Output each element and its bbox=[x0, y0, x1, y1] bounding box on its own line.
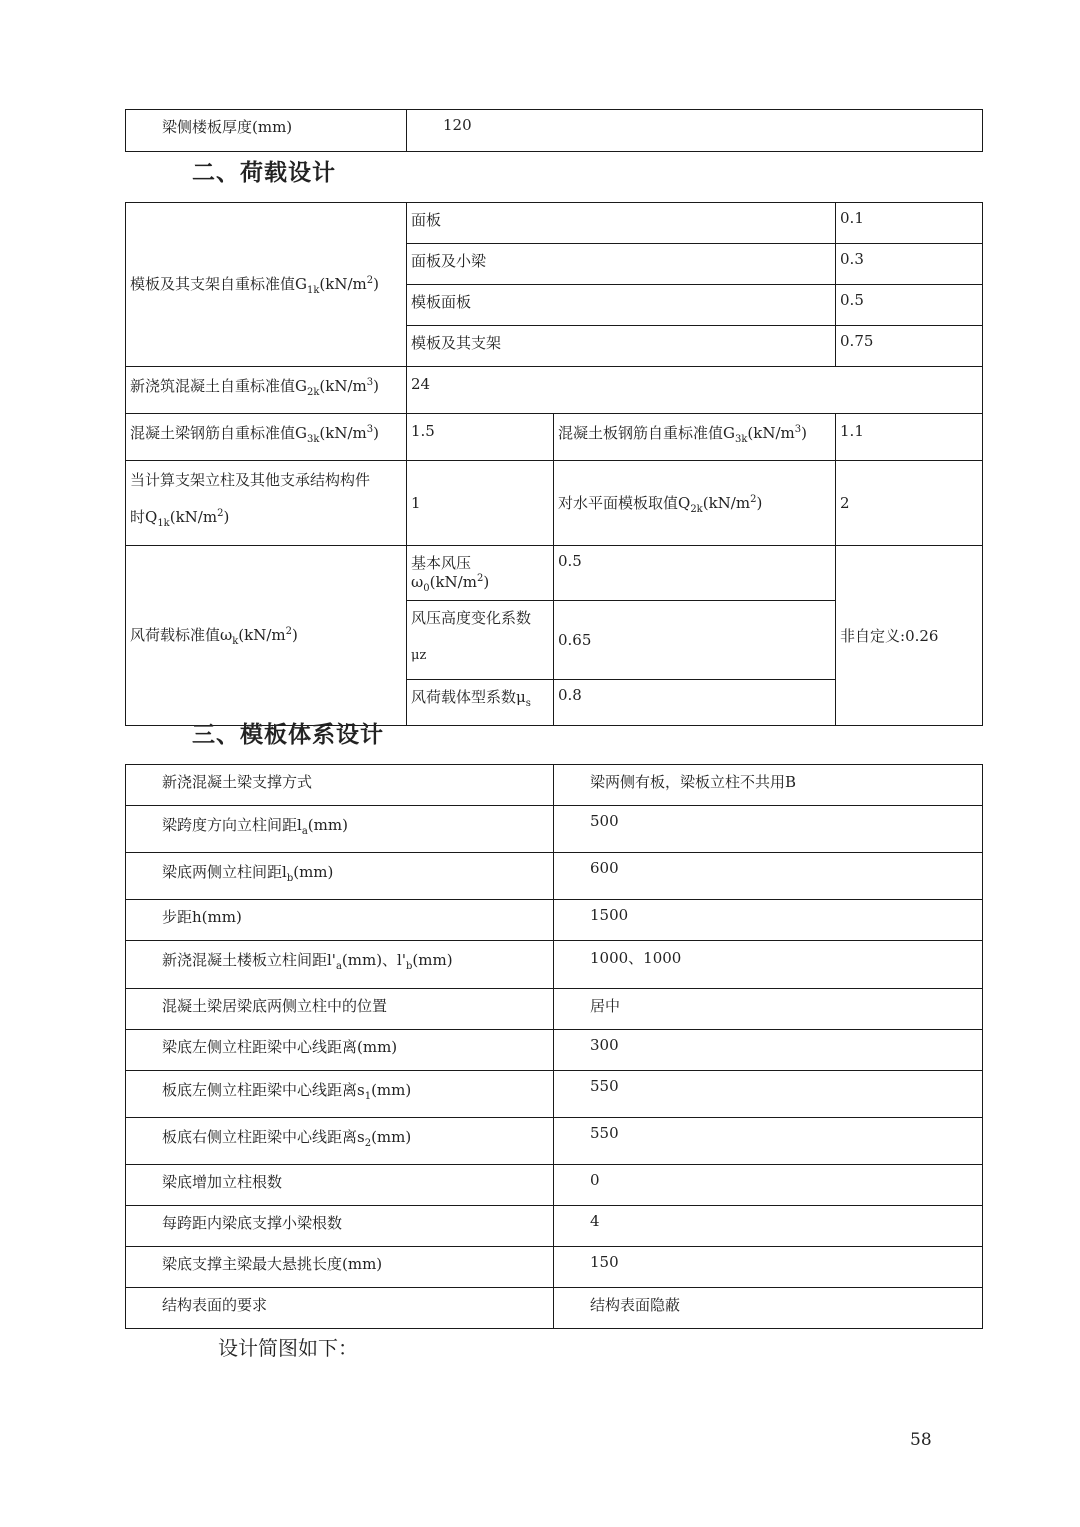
g3k-beam-value: 1.5 bbox=[407, 414, 554, 461]
g1k-item-value: 0.75 bbox=[836, 326, 983, 367]
q1k-label-line1: 当计算支架立柱及其他支承结构构件 bbox=[130, 471, 371, 489]
table-row-value: 1500 bbox=[554, 900, 983, 941]
g1k-item-name: 模板及其支架 bbox=[407, 326, 836, 367]
table-row-label: 步距h(mm) bbox=[126, 900, 554, 941]
g1k-item-name: 模板面板 bbox=[407, 285, 836, 326]
table-row-value: 500 bbox=[554, 806, 983, 853]
g3k-beam-label: 混凝土梁钢筋自重标准值$G_{3k}(kN/m^3)$ bbox=[126, 414, 407, 461]
section2-heading: 二、荷载设计 bbox=[192, 160, 336, 186]
table-row-value: 550 bbox=[554, 1118, 983, 1165]
table-row-label: 梁底左侧立柱距梁中心线距离(mm) bbox=[126, 1030, 554, 1071]
table-row-label: 梁底两侧立柱间距$l_b(mm)$ bbox=[126, 853, 554, 900]
load-design-table bbox=[125, 202, 983, 726]
table-row-label: 梁底支撑主梁最大悬挑长度(mm) bbox=[126, 1247, 554, 1288]
formwork-table bbox=[125, 764, 983, 1329]
table-row-label: 梁跨度方向立柱间距$l_a(mm)$ bbox=[126, 806, 554, 853]
table-row-value: 600 bbox=[554, 853, 983, 900]
g3k-slab-label: 混凝土板钢筋自重标准值$G_{3k}(kN/m^3)$ bbox=[554, 414, 836, 461]
q1k-value: 1 bbox=[407, 461, 554, 546]
wind-custom-value: 非自定义:0.26 bbox=[836, 546, 983, 726]
table-row-value: 梁两侧有板，梁板立柱不共用B bbox=[554, 765, 983, 806]
shape-coef-value: 0.8 bbox=[554, 680, 836, 726]
diagram-caption: 设计简图如下： bbox=[218, 1336, 358, 1360]
g2k-label: 新浇筑混凝土自重标准值$G_{2k}(kN/m^3)$ bbox=[126, 367, 407, 414]
g1k-item-value: 0.3 bbox=[836, 244, 983, 285]
table-row-label: 梁底增加立柱根数 bbox=[126, 1165, 554, 1206]
g3k-slab-value: 1.1 bbox=[836, 414, 983, 461]
height-coef-label bbox=[407, 601, 554, 680]
table-row-label: 板底右侧立柱距梁中心线距离$s_2(mm)$ bbox=[126, 1118, 554, 1165]
g1k-item-name: 面板及小梁 bbox=[407, 244, 836, 285]
table-row-value: 居中 bbox=[554, 989, 983, 1030]
g1k-label: 模板及其支架自重标准值$G_{1k}(kN/m^2)$ bbox=[126, 203, 407, 367]
g1k-item-value: 0.5 bbox=[836, 285, 983, 326]
g1k-item-name: 面板 bbox=[407, 203, 836, 244]
table-row-label: 新浇混凝土楼板立柱间距$l'_a(mm)$、$l'_b(mm)$ bbox=[126, 941, 554, 989]
table-row-label: 混凝土梁居梁底两侧立柱中的位置 bbox=[126, 989, 554, 1030]
g2k-value: 24 bbox=[407, 367, 983, 414]
height-coef-line2: μz bbox=[411, 648, 427, 663]
table-row-label: 结构表面的要求 bbox=[126, 1288, 554, 1329]
height-coef-value: 0.65 bbox=[554, 601, 836, 680]
height-coef-line1: 风压高度变化系数 bbox=[411, 609, 532, 627]
table-row-value: 4 bbox=[554, 1206, 983, 1247]
q2k-label: 对水平面模板取值$Q_{2k}(kN/m^2)$ bbox=[554, 461, 836, 546]
section3-heading: 三、模板体系设计 bbox=[192, 722, 384, 748]
top-table bbox=[125, 109, 983, 152]
table-row-value: 0 bbox=[554, 1165, 983, 1206]
table-row-label: 每跨距内梁底支撑小梁根数 bbox=[126, 1206, 554, 1247]
table-row-value: 150 bbox=[554, 1247, 983, 1288]
g1k-item-value: 0.1 bbox=[836, 203, 983, 244]
table-row-value: 550 bbox=[554, 1071, 983, 1118]
slab-thickness-label: 梁侧楼板厚度(mm) bbox=[126, 110, 407, 152]
wind-label: 风荷载标准值$\omega_k(kN/m^2)$ bbox=[126, 546, 407, 726]
table-row-label: 新浇混凝土梁支撑方式 bbox=[126, 765, 554, 806]
basic-wind-value: 0.5 bbox=[554, 546, 836, 601]
slab-thickness-value: 120 bbox=[407, 110, 983, 152]
q1k-label-line2: 时$Q_{1k}(kN/m^2)$ bbox=[130, 508, 230, 529]
page-number: 58 bbox=[910, 1430, 932, 1450]
shape-coef-label: 风荷载体型系数$\mu_s$ bbox=[407, 680, 554, 726]
table-row-value: 300 bbox=[554, 1030, 983, 1071]
table-row-label: 板底左侧立柱距梁中心线距离$s_1(mm)$ bbox=[126, 1071, 554, 1118]
q2k-value: 2 bbox=[836, 461, 983, 546]
table-row-value: 1000、1000 bbox=[554, 941, 983, 989]
q1k-label bbox=[126, 461, 407, 546]
basic-wind-label: 基本风压$\omega_0(kN/m^2)$ bbox=[407, 546, 554, 601]
table-row-value: 结构表面隐蔽 bbox=[554, 1288, 983, 1329]
